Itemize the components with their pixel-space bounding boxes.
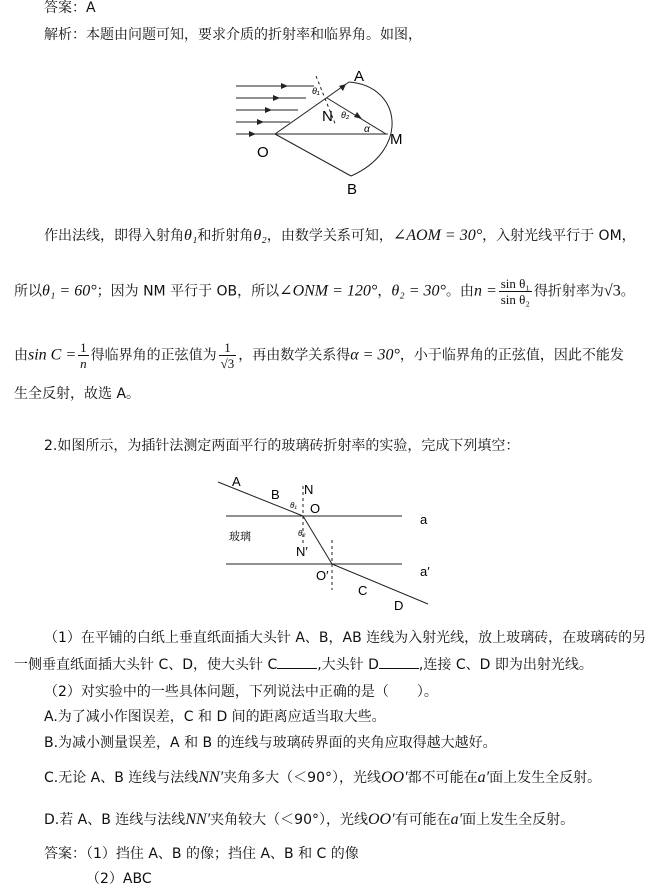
symbol-NN: NN′ — [198, 769, 224, 786]
fig1-label-A: A — [354, 68, 365, 85]
fig1-label-theta2: θ₂ — [341, 110, 350, 120]
fig2-label-B: B — [271, 487, 280, 502]
emergent-ray-CD — [332, 564, 428, 604]
numerator: 1 — [80, 340, 87, 355]
q2-sub2: （2）对实验中的一些具体问题，下列说法中正确的是（ ）。 — [44, 684, 438, 700]
arrow-head — [257, 119, 264, 125]
analysis-line-1 — [44, 226, 636, 246]
denominator: sin θ₂ — [500, 292, 530, 307]
text: ，由数学关系可知， — [266, 228, 393, 244]
text: ,大头针 D — [317, 657, 379, 673]
text: 由 — [14, 347, 28, 364]
text: 面上发生全反射。 — [489, 770, 602, 786]
fig1-label-theta1: θ₁ — [312, 86, 320, 96]
fig1-label-M: M — [390, 131, 403, 148]
fraction-1-over-n — [78, 340, 89, 371]
fig2-label-D: D — [394, 598, 404, 613]
theta1-symbol: θ₁ — [184, 227, 198, 244]
q2-answer-line-1 — [44, 844, 359, 864]
figure-glass-slab — [210, 468, 450, 614]
theta2-symbol: θ₂ — [253, 227, 267, 244]
arrow-head — [281, 83, 288, 89]
q2-stem: 2.如图所示，为插针法测定两面平行的玻璃砖折射率的实验，完成下列填空： — [44, 438, 520, 454]
q2-sub1-line-1: （1）在平铺的白纸上垂直纸面插大头针 A、B，AB 连线为入射光线，放上玻璃砖，在玻璃砖的另 — [44, 630, 647, 646]
answer-label: 答案： — [44, 846, 86, 862]
fig2-label-O: O — [310, 501, 321, 516]
fig2-label-a-prime: a′ — [420, 564, 430, 579]
answer-text: （1）挡住 A、B 的像；挡住 A、B 和 C 的像 — [86, 846, 359, 862]
arrow-head — [354, 112, 362, 119]
fig2-label-theta2: θ₂ — [298, 529, 306, 538]
fig2-label-theta1: θ₁ — [290, 501, 297, 510]
text: 作出法线，即得入射角 — [44, 228, 184, 244]
symbol-OO: OO′ — [380, 769, 408, 786]
q2-option-D — [44, 810, 574, 830]
text: ,连接 C、D 即为出射光线。 — [418, 657, 593, 673]
denominator: n — [80, 356, 87, 371]
incident-ray-AB — [218, 482, 303, 516]
equation: α = 30° — [350, 346, 400, 364]
answer-line — [44, 0, 96, 18]
text: C.无论 A、B 连线与法线 — [44, 770, 199, 786]
equation: sin C = — [28, 346, 77, 364]
q2-sub1-line-2 — [14, 654, 593, 675]
blank-D — [379, 654, 419, 669]
symbol-OO: OO′ — [367, 811, 395, 828]
equation: n = — [473, 282, 497, 300]
fig2-label-N: N — [304, 482, 314, 497]
symbol-a-prime: a′ — [450, 811, 463, 828]
curved-surface — [349, 82, 392, 176]
text: 和折射角 — [197, 228, 254, 244]
text: 面上发生全反射。 — [462, 812, 575, 828]
text: ，入射光线平行于 OM， — [482, 228, 636, 244]
text: 得临界角的正弦值为 — [90, 347, 217, 364]
fig2-label-C: C — [358, 583, 368, 598]
symbol-NN: NN′ — [185, 811, 211, 828]
fraction-1-over-sqrt3 — [219, 340, 237, 371]
fig2-label-glass: 玻璃 — [229, 531, 251, 543]
fraction-sin — [499, 276, 532, 307]
fig1-label-N: N — [322, 108, 333, 125]
fig2-label-A: A — [232, 474, 241, 489]
q2-option-C — [44, 768, 601, 788]
text: 所以 — [14, 283, 42, 300]
text: ， — [377, 283, 392, 300]
numerator: sin θ₁ — [500, 276, 530, 291]
analysis-line-3 — [14, 340, 624, 371]
equation: ∠ONM = 120° — [279, 282, 378, 300]
blank-C — [277, 654, 317, 669]
arrow-head — [249, 131, 256, 137]
flat-face-OB — [275, 134, 351, 176]
text: 。由 — [445, 283, 474, 300]
text: 夹角较大（＜90°），光线 — [210, 812, 368, 828]
text: 都不可能在 — [407, 770, 478, 786]
fig1-label-alpha: α — [364, 124, 370, 135]
text: ；因为 NM 平行于 OB，所以 — [96, 283, 280, 300]
text: ，小于临界角的正弦值，因此不能发 — [399, 347, 624, 364]
equation: θ₁ = 60° — [42, 282, 97, 300]
arrow-head — [273, 95, 280, 101]
answer-label: 答案： — [44, 0, 86, 16]
denominator: √3 — [220, 356, 235, 371]
fig2-label-a: a — [420, 512, 428, 527]
text: 得折射率为 — [533, 283, 604, 300]
analysis-intro: 解析：本题由问题可知，要求介质的折射率和临界角。如图， — [44, 27, 422, 43]
analysis-line-2 — [14, 276, 635, 307]
equation: θ₂ = 30° — [391, 282, 446, 300]
numerator: 1 — [219, 340, 237, 356]
arrow-head — [339, 84, 346, 91]
text: D.若 A、B 连线与法线 — [44, 812, 186, 828]
analysis-line-4: 生全反射，故选 A。 — [14, 386, 141, 402]
fig1-label-O: O — [257, 144, 269, 161]
fig2-label-N-prime: N′ — [296, 544, 308, 559]
fig1-label-B: B — [347, 181, 358, 198]
text: 一侧垂直纸面插大头针 C、D，使大头针 C — [14, 657, 278, 673]
text: 有可能在 — [394, 812, 451, 828]
q2-option-B: B.为减小测量误差，A 和 B 的连线与玻璃砖界面的夹角应取得越大越好。 — [44, 735, 497, 751]
q2-answer-line-2: （2）ABC — [86, 871, 152, 887]
answer-value: A — [86, 0, 96, 16]
equation: ∠AOM = 30° — [392, 227, 483, 244]
fig2-label-O-prime: O′ — [316, 568, 329, 583]
text: 。 — [620, 283, 635, 300]
text: ，再由数学关系得 — [238, 347, 351, 364]
q2-option-A: A.为了减小作图误差，C 和 D 间的距离应适当取大些。 — [44, 709, 386, 725]
arrow-head — [265, 107, 272, 113]
symbol-a-prime: a′ — [477, 769, 490, 786]
text: 夹角多大（＜90°），光线 — [223, 770, 381, 786]
sqrt-value: √3 — [603, 282, 621, 300]
figure-refraction-semicircle — [230, 62, 420, 200]
